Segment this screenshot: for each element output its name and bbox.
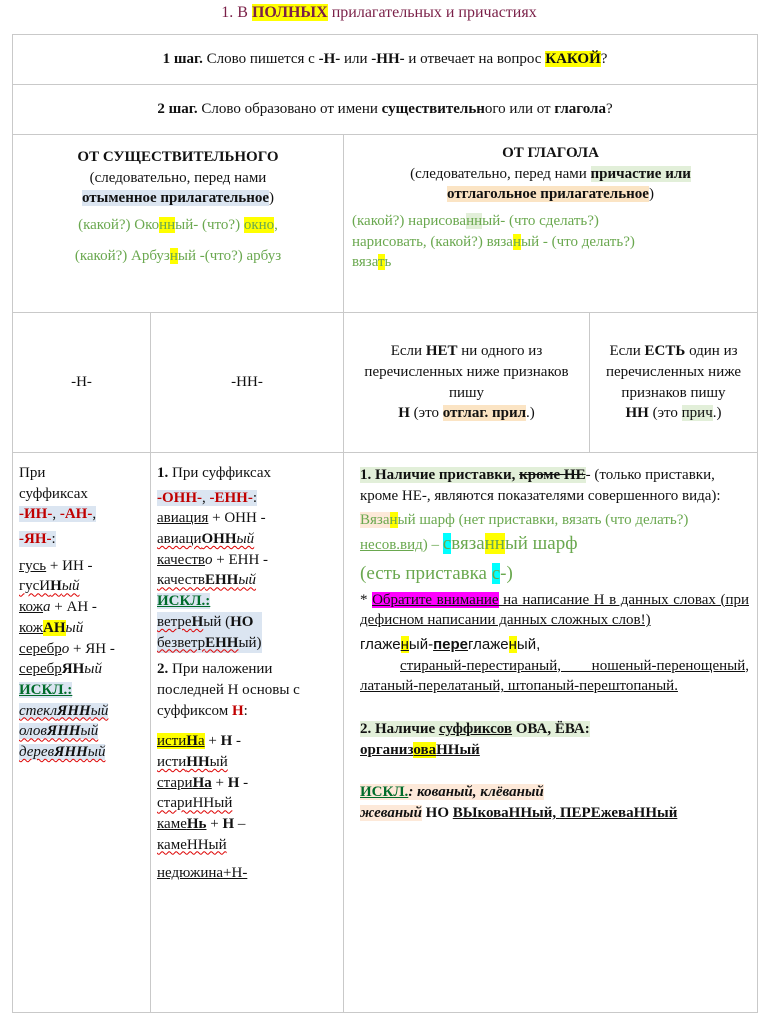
exc-bezvetr-c: ый): [238, 634, 262, 651]
noun-paren: ): [269, 190, 275, 207]
step2-cell: [13, 85, 758, 135]
col3-exc2c: ВЫ: [452, 805, 478, 821]
no-n: Н: [398, 405, 410, 422]
ex-serebr-a: серебр: [19, 640, 62, 657]
ex-nedyuzhina: недюжина+Н-: [157, 865, 248, 882]
col3-h2a: 2. Наличие: [360, 720, 439, 737]
yes-e: (это: [648, 405, 682, 422]
ex-kozh-b: а: [43, 599, 51, 616]
col3-ex2a: (есть приставка: [360, 563, 492, 585]
excl1-b: ЯНН: [57, 702, 91, 719]
col3-exc2e: НН: [508, 805, 533, 821]
step1-qmark: ?: [600, 51, 608, 68]
col3-h2d: организ: [360, 741, 414, 758]
ex-kozh-c: + АН -: [50, 599, 97, 616]
ex-starina-b: На: [192, 774, 212, 791]
col3-w1b: н: [400, 635, 409, 653]
col3-ex1i: ый шарф: [504, 533, 578, 555]
exc-no: НО: [230, 613, 254, 630]
col3-ex1e: ) –: [422, 537, 443, 554]
noun-ex2b: н: [169, 247, 178, 264]
ex-kamen-dash: –: [234, 816, 246, 832]
col3-exc2j: ый: [657, 805, 678, 821]
ex-aviats-b: ОНН: [201, 531, 237, 548]
verb-cell: [344, 135, 758, 313]
col3-ex2c: -): [500, 563, 513, 585]
col2-p1-text: При суффиксах: [168, 465, 271, 481]
step2-qmark: ?: [605, 101, 613, 118]
yes-feature-cell: [590, 313, 758, 453]
ex-kachestven-c: ый: [238, 572, 257, 589]
col2-cell: [151, 453, 344, 1013]
noun-ex1b: нн: [159, 217, 176, 234]
col3-h2b: суффиксов: [438, 720, 513, 737]
ex-gusin-b: Н: [50, 578, 62, 595]
col3-ex1h: нн: [484, 533, 505, 555]
exc-vetren-b: Н: [191, 613, 204, 630]
step2-label: 2 шаг.: [157, 101, 198, 118]
ex-starina-plus: +: [211, 774, 228, 791]
col2-p2-num: 2.: [157, 661, 169, 678]
excl1-c: ый: [90, 702, 109, 719]
verb-ex1c: ый- (что сделать?): [482, 213, 599, 230]
col1-cell: [13, 453, 151, 1013]
verb-ex2b: н: [512, 233, 521, 250]
step1-kakoy: КАКОЙ: [545, 51, 601, 68]
col3-cell: [344, 453, 758, 1013]
col3-ex2b: с: [491, 563, 501, 585]
noun-example2: [13, 246, 343, 267]
col3-w1g: ый,: [516, 635, 541, 653]
step2-text: Слово образовано от имени: [197, 101, 382, 118]
ex-kamen-a: каме: [157, 816, 187, 832]
ex-aviats-c: ый: [236, 531, 255, 548]
step2-or: ого или от: [484, 101, 555, 118]
noun-ex2c: ый -(что?) арбуз: [177, 247, 282, 264]
ex-serebr-b: о: [61, 640, 70, 657]
noun-ex1a: (какой?) Око: [78, 217, 160, 234]
col2-p2-n: Н: [232, 702, 244, 719]
col1-intro1: При: [19, 465, 46, 481]
verb-participle: причастие или: [590, 165, 691, 182]
step1-text: Слово пишется с: [202, 51, 319, 68]
col3-h1c: - (только приставки, кроме НЕ-, являются показателями совершенного вида):: [360, 467, 721, 504]
ex-kachestven-b: ЕНН: [205, 572, 239, 589]
col2-p2-text: При наложении последней Н основы с суффиксом: [157, 661, 300, 719]
ex-istina-n: Н: [220, 733, 233, 750]
no-g: .): [526, 405, 535, 422]
col3-h2c: ОВА, ЁВА:: [512, 720, 590, 737]
col3-words: стираный-перестираный, ношеный-перенощеный, латаный-перелатаный, штопаный-перештопаный.: [360, 657, 749, 695]
yes-c: один из перечисленных ниже признаков пишу: [605, 343, 742, 401]
no-c: ни одного из перечисленных ниже признаков пишу: [364, 343, 569, 401]
col2-sep1: ,: [202, 489, 210, 506]
yes-est: ЕСТЬ: [644, 343, 686, 360]
verb-heading: ОТ ГЛАГОЛА: [502, 145, 599, 161]
noun-term: отыменное прилагательное: [81, 190, 270, 207]
noun-ex1c: ый- (что?): [175, 217, 244, 234]
col1-intro2: суффиксах: [19, 485, 88, 502]
ex-istinn-c: ый: [209, 753, 228, 770]
ex-istina-b: Н: [186, 733, 198, 750]
yes-part: прич: [681, 405, 713, 422]
step1-or: или: [340, 51, 372, 68]
ex-kamen-b: Нь: [186, 816, 207, 832]
verb-ex2a: нарисовать, (какой?) вяза: [352, 233, 513, 250]
nn-header-cell: [151, 313, 344, 453]
excl3-c: ый: [87, 743, 106, 760]
col3-note-text: на написание Н в данных словах (при дефисном написании данных сложных слов!): [360, 591, 749, 629]
yes-a: Если: [609, 343, 645, 360]
no-a: Если: [390, 343, 426, 360]
noun-line1: (следовательно, перед нами: [89, 169, 267, 186]
ex-gus: гусь: [19, 557, 47, 574]
verb-ex1a: (какой?) нарисова: [352, 213, 467, 230]
noun-ex2a: (какой?) Арбуз: [74, 247, 170, 264]
ex-istinn-b: НН: [186, 753, 210, 770]
col3-ex1a: Вяза: [360, 512, 390, 529]
col3-exc2d: кова: [477, 805, 509, 821]
step1-nn: -НН-: [371, 51, 405, 68]
ex-gusin-a: гусИ: [19, 578, 51, 595]
exc-bezvetr-a: безветр: [157, 634, 206, 651]
nn-header: -НН-: [231, 374, 263, 391]
ex-kachestv-c: + ЕНН -: [212, 551, 269, 568]
verb-paren: ): [648, 186, 654, 203]
ex-kamen-n: Н: [222, 816, 235, 832]
ex-istina-a: исти: [157, 733, 187, 750]
col1-sep3: :: [51, 531, 56, 548]
ex-kachestv-a: качеств: [157, 551, 205, 568]
ex-serebr-c: + ЯН -: [69, 640, 115, 657]
ex-kozhan-b: АН: [43, 619, 66, 636]
verb-ex1b: нн: [466, 213, 483, 230]
n-header: -Н-: [71, 374, 92, 391]
ex-kachestv-b: о: [205, 551, 213, 568]
verb-line1a: (следовательно, перед нами: [410, 165, 591, 182]
ex-serebryan-c: ый: [84, 661, 102, 678]
ex-aviats-a: авиаци: [157, 531, 202, 548]
exc-vetren-c: ый (: [203, 613, 231, 630]
col3-exc2b: НО: [421, 805, 453, 821]
col2-p1-num: 1.: [157, 465, 169, 481]
title-prefix: 1. В: [221, 4, 252, 21]
no-feature-cell: [344, 313, 590, 453]
col3-h2e: ова: [413, 741, 437, 758]
col3-ex1g: вяза: [451, 533, 485, 555]
verb-ex3b: т: [377, 254, 385, 271]
col3-exception-label: ИСКЛ.: [360, 784, 409, 801]
col3-note-star: *: [360, 591, 373, 608]
col3-exc2a: жеваный: [360, 805, 422, 821]
col1-sep2: ,: [92, 506, 97, 523]
ex-kamen-plus: +: [206, 816, 223, 832]
ex-serebryan-a: серебр: [19, 661, 62, 678]
step2-verb: глагола: [554, 101, 606, 118]
suffix-in: -ИН-: [19, 506, 53, 523]
col3-ex1f: с: [442, 533, 452, 555]
ex-istinn-a: исти: [157, 753, 187, 770]
suffix-onn: -ОНН-: [157, 489, 202, 506]
page-title: [0, 4, 758, 22]
col3-ex1d: несов.вид: [360, 537, 423, 554]
excl2-b: ЯНН: [46, 723, 81, 740]
step1-question: и отвечает на вопрос: [404, 51, 546, 68]
ex-kozhan-a: кож: [19, 619, 44, 636]
ex-gus-b: + ИН -: [46, 557, 93, 574]
step1-n: -Н-: [318, 51, 341, 68]
ex-istina-dash: -: [232, 733, 242, 750]
col3-exc2i: НН: [633, 805, 657, 821]
no-net: НЕТ: [425, 343, 458, 360]
noun-cell: [13, 135, 344, 313]
ex-kamenny: камеННый: [157, 836, 227, 853]
col3-w1c: ый-: [408, 635, 434, 653]
ex-kachestven-a: качеств: [157, 572, 205, 589]
ex-serebryan-b: ЯН: [61, 661, 85, 678]
noun-ex1e: ,: [274, 217, 278, 234]
title-highlight: ПОЛНЫХ: [251, 4, 328, 21]
col3-ex1b: н: [389, 512, 398, 529]
ex-gusin-c: ый: [61, 578, 80, 595]
verb-example: [344, 211, 757, 273]
col3-exc2g: ПЕРЕ: [559, 805, 601, 821]
exc-vetren-a: ветре: [157, 613, 192, 630]
excl3-b: ЯНН: [54, 743, 88, 760]
no-adj: отглаг. прил: [442, 405, 527, 422]
verb-ex3c: ь: [384, 254, 392, 271]
col3-h1a: 1. Наличие приставки,: [360, 467, 520, 483]
excl2-a: олов: [19, 723, 47, 740]
exc-bezvetr-b: ЕНН: [205, 634, 239, 651]
noun-example1: [13, 215, 343, 236]
ex-kozhan-c: ый: [65, 619, 84, 636]
col1-sep1: ,: [52, 506, 60, 523]
yes-g: .): [712, 405, 722, 422]
col3-ex1c: ый шарф (нет приставки, вязать (что делать?): [397, 512, 689, 529]
title-suffix: прилагательных и причастиях: [327, 4, 537, 21]
ex-starina-n: Н: [227, 774, 240, 791]
noun-ex1d: окно: [243, 217, 275, 234]
ex-aviatsiya-b: + ОНН -: [208, 510, 266, 527]
col2-sep2: :: [252, 489, 258, 506]
col3-exc1: : кованый, клёваный: [408, 784, 544, 801]
col3-exc2f: ый,: [532, 805, 560, 821]
ex-starina-dash: -: [239, 774, 249, 791]
ex-istina-plus: +: [204, 733, 221, 750]
col3-w1a: глаже: [360, 635, 401, 653]
col3-h2f: ННый: [436, 741, 480, 758]
excl3-a: дерев: [19, 743, 55, 760]
col1-exception-label: ИСКЛ.:: [19, 681, 73, 698]
col3-h1b: кроме НЕ: [519, 467, 586, 483]
ex-starina-a: стари: [157, 774, 193, 791]
step2-noun: существительн: [381, 101, 485, 118]
n-header-cell: [13, 313, 151, 453]
col3-w1e: глаже: [468, 635, 509, 653]
yes-nn: НН: [625, 405, 649, 422]
col2-exception-label: ИСКЛ.:: [157, 593, 211, 610]
ex-aviatsiya: авиация: [157, 510, 209, 527]
col3-w1f: н: [508, 635, 517, 653]
verb-term: отглагольное прилагательное: [447, 186, 649, 203]
suffix-an: -АН-: [59, 506, 93, 523]
ex-kozh-a: кож: [19, 599, 44, 616]
step1-label: 1 шаг.: [162, 51, 203, 68]
verb-ex3a: вяза: [352, 254, 378, 271]
excl1-a: стекл: [19, 702, 58, 719]
verb-ex2c: ый - (что делать?): [521, 233, 635, 250]
step1-cell: [13, 35, 758, 85]
no-e: (это: [409, 405, 443, 422]
ex-starinny: стариННый: [157, 795, 233, 812]
noun-heading: ОТ СУЩЕСТВИТЕЛЬНОГО: [77, 149, 279, 165]
suffix-enn: -ЕНН-: [209, 489, 253, 506]
col3-note-attention: Обратите внимание: [372, 591, 499, 608]
excl2-c: ый: [80, 723, 99, 740]
rules-table: [12, 34, 758, 1013]
col2-p2-colon: :: [243, 702, 248, 719]
col3-w1d: пере: [433, 635, 468, 653]
suffix-yan: -ЯН-: [19, 531, 52, 548]
ex-istina-c: а: [197, 733, 205, 750]
col3-exc2h: жева: [600, 805, 634, 821]
